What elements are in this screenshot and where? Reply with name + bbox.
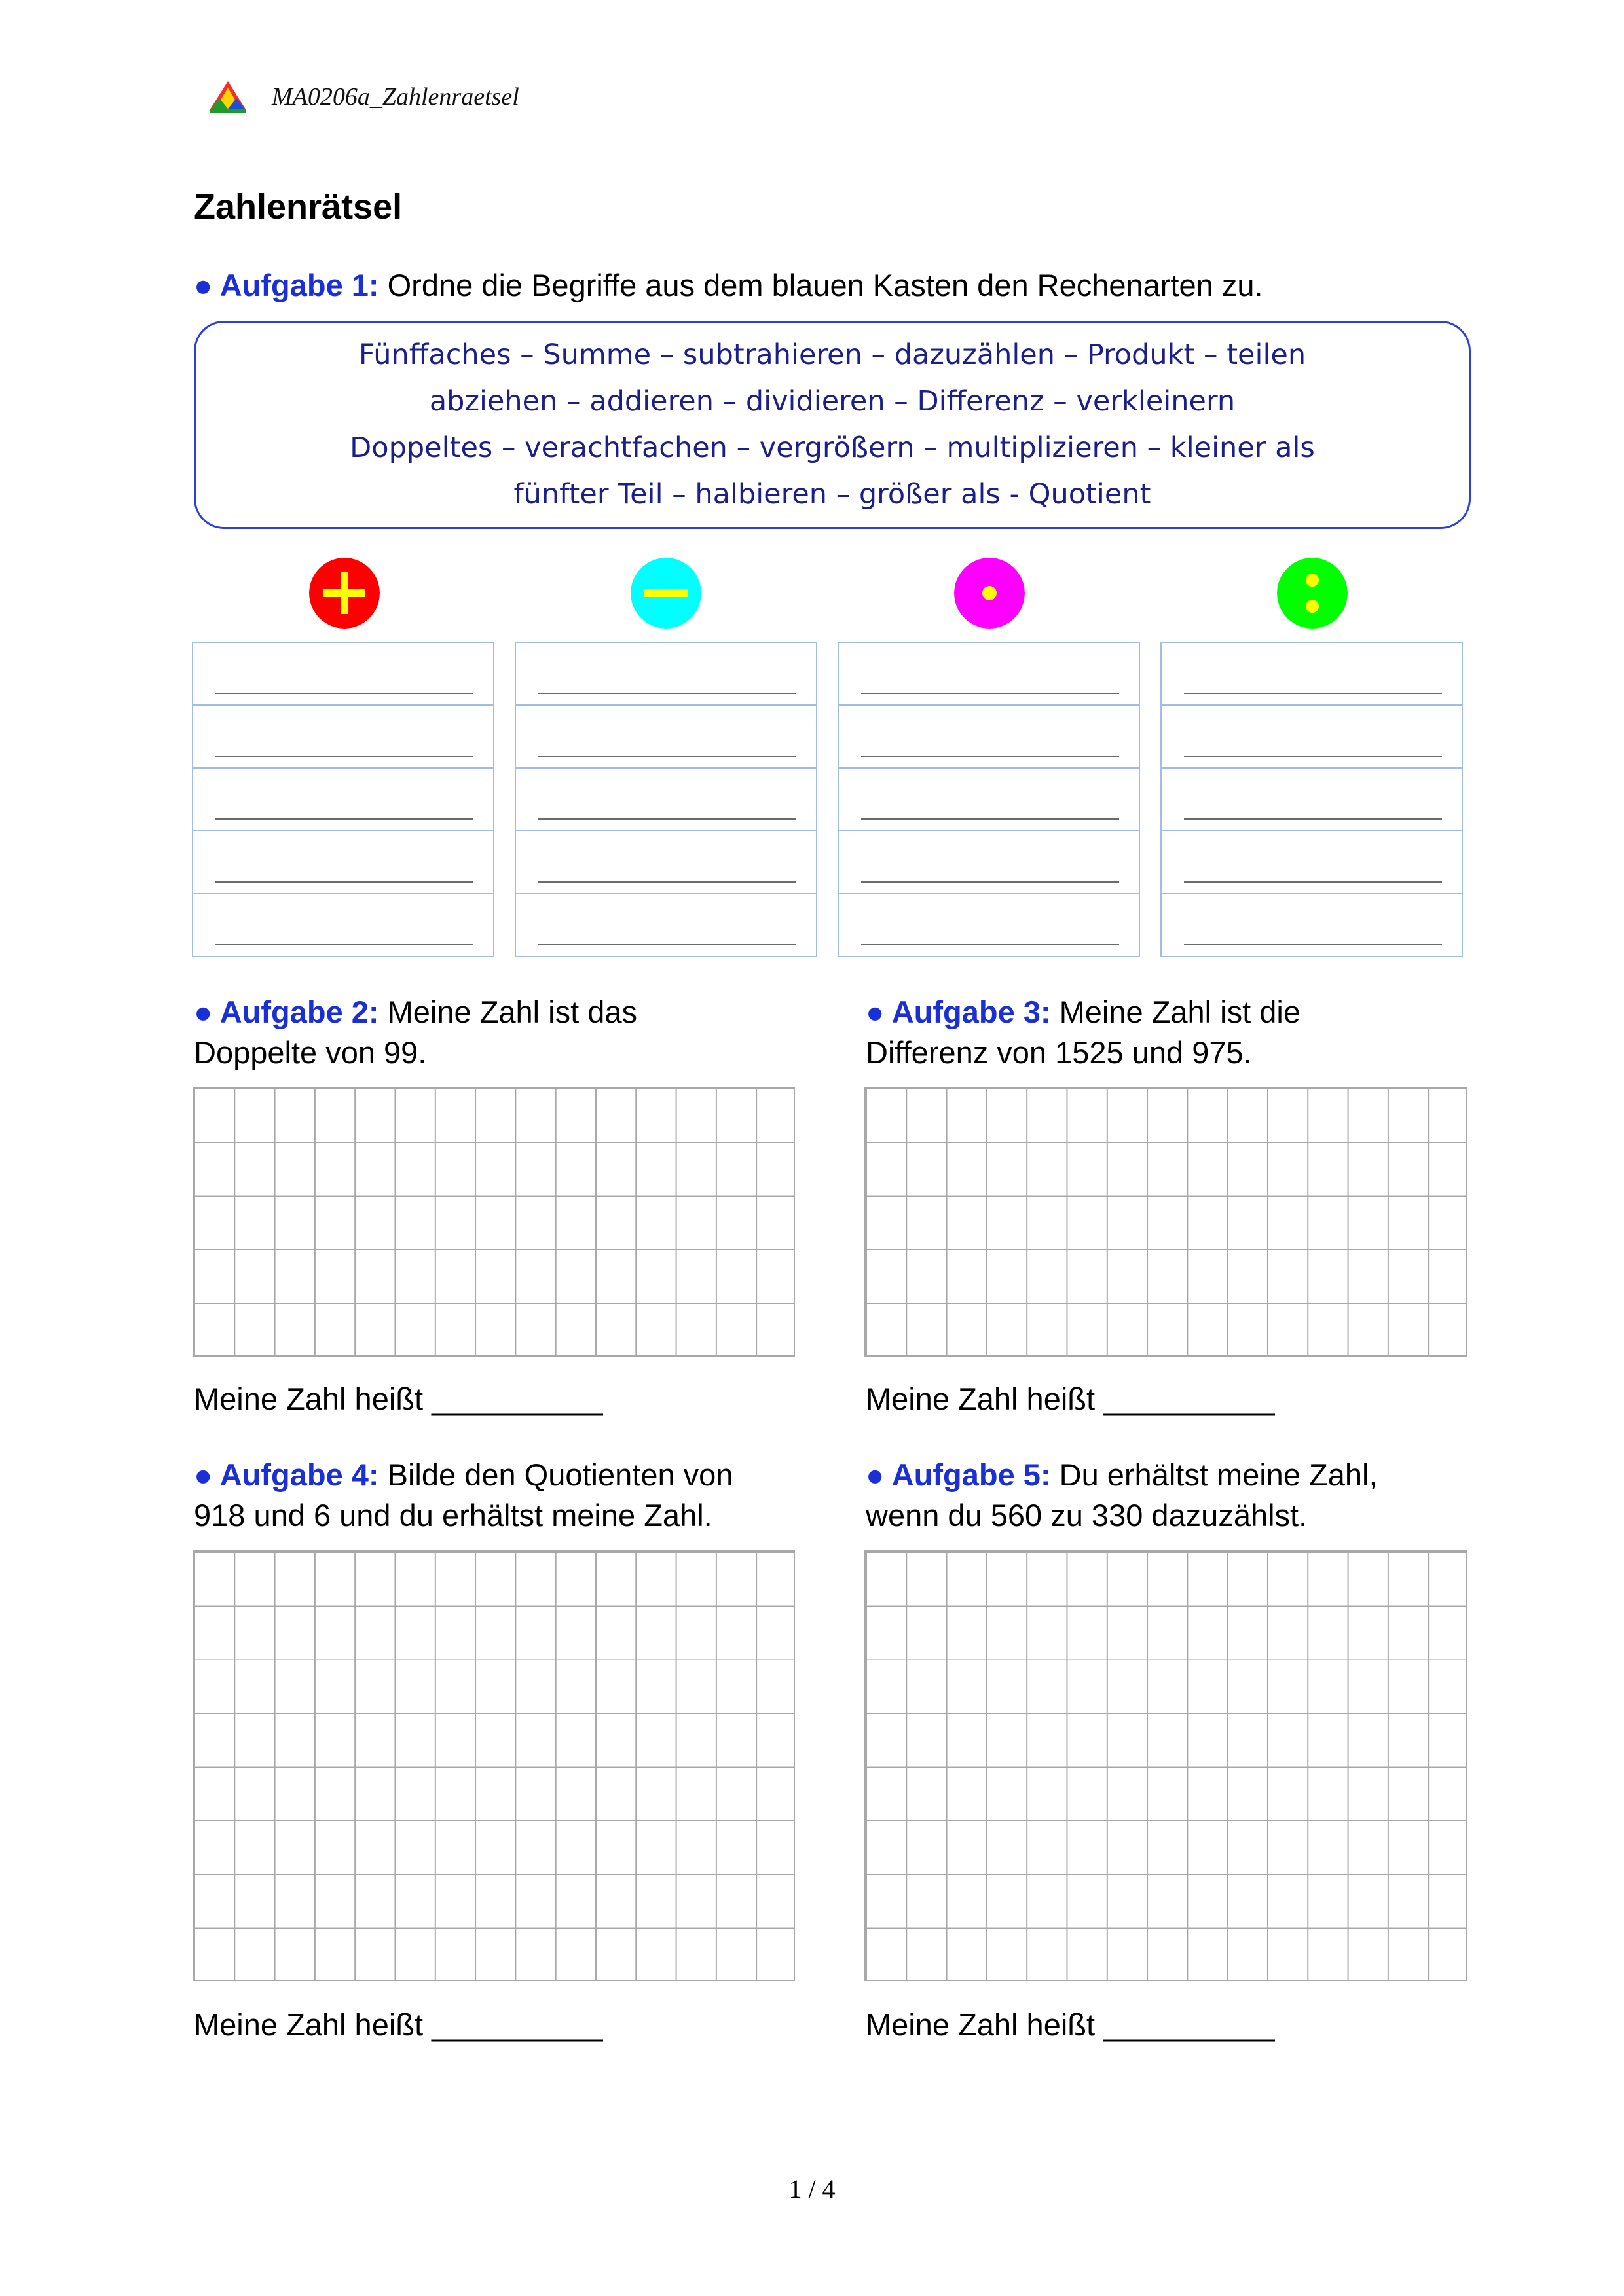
answer-field[interactable]	[192, 704, 494, 769]
task-5-text: Du erhältst meine Zahl,	[1050, 1457, 1378, 1492]
answer-field[interactable]	[838, 704, 1140, 769]
task-4-text: Bilde den Quotienten von	[378, 1457, 733, 1492]
word-line: Fünffaches – Summe – subtrahieren – dazuzählen – Produkt – teilen	[358, 338, 1306, 371]
answer-field[interactable]	[1160, 767, 1463, 831]
page-number: 1 / 4	[788, 2174, 836, 2204]
answer-field[interactable]	[192, 767, 494, 831]
answer-line-task-4[interactable]: Meine Zahl heißt __________	[194, 2007, 603, 2042]
answer-field[interactable]	[1160, 893, 1463, 957]
work-grid-task-2[interactable]	[193, 1087, 795, 1357]
work-grid-task-4[interactable]	[193, 1550, 795, 1981]
answer-line-task-5[interactable]: Meine Zahl heißt __________	[866, 2007, 1275, 2042]
answer-field[interactable]	[1160, 830, 1463, 894]
answer-field[interactable]	[838, 642, 1140, 706]
answer-field[interactable]	[838, 767, 1140, 831]
task-3-text: Meine Zahl ist die	[1050, 994, 1301, 1029]
work-grid-task-5[interactable]	[864, 1550, 1467, 1981]
answer-field[interactable]	[515, 893, 817, 957]
word-line: abziehen – addieren – dividieren – Differenz – verkleinern	[429, 385, 1236, 418]
multiply-icon	[954, 558, 1025, 629]
answer-field[interactable]	[192, 642, 494, 706]
document-id: MA0206a_Zahlenraetsel	[272, 83, 519, 111]
answer-field[interactable]	[515, 704, 817, 769]
answer-field[interactable]	[515, 830, 817, 894]
answer-field[interactable]	[838, 830, 1140, 894]
page-title: Zahlenrätsel	[194, 187, 403, 227]
answer-field[interactable]	[1160, 704, 1463, 769]
task-2-instruction	[194, 992, 637, 1073]
task-3-label: ● Aufgabe 3:	[866, 994, 1051, 1029]
answer-field[interactable]	[1160, 642, 1463, 706]
divide-answer-column	[1160, 642, 1463, 957]
task-1-instruction	[194, 265, 1263, 306]
minus-answer-column	[515, 642, 817, 957]
answer-field[interactable]	[515, 767, 817, 831]
task-5-label: ● Aufgabe 5:	[866, 1457, 1051, 1492]
plus-answer-column	[192, 642, 494, 957]
minus-icon	[631, 558, 701, 629]
answer-field[interactable]	[192, 893, 494, 957]
divide-icon	[1277, 558, 1348, 629]
page-header	[206, 77, 519, 117]
task-1-text: Ordne die Begriffe aus dem blauen Kasten den Rechenarten zu.	[378, 268, 1263, 302]
answer-line-task-2[interactable]: Meine Zahl heißt __________	[194, 1381, 603, 1416]
word-box	[194, 321, 1471, 529]
task-4-instruction	[194, 1455, 733, 1536]
answer-field[interactable]	[838, 893, 1140, 957]
word-line: fünfter Teil – halbieren – größer als - Quotient	[513, 478, 1151, 511]
task-5-text-line2: wenn du 560 zu 330 dazuzählst.	[866, 1498, 1308, 1533]
task-4-text-line2: 918 und 6 und du erhältst meine Zahl.	[194, 1498, 712, 1533]
answer-line-task-3[interactable]: Meine Zahl heißt __________	[866, 1381, 1275, 1416]
task-4-label: ● Aufgabe 4:	[194, 1457, 379, 1492]
task-5-instruction	[866, 1455, 1378, 1536]
answer-field[interactable]	[192, 830, 494, 894]
plus-icon	[309, 558, 380, 629]
logo-icon	[206, 79, 249, 115]
multiply-answer-column	[838, 642, 1140, 957]
task-3-text-line2: Differenz von 1525 und 975.	[866, 1035, 1252, 1070]
task-2-text: Meine Zahl ist das	[378, 994, 638, 1029]
task-3-instruction	[866, 992, 1301, 1073]
word-line: Doppeltes – verachtfachen – vergrößern – multiplizieren – kleiner als	[350, 431, 1315, 464]
answer-field[interactable]	[515, 642, 817, 706]
task-2-label: ● Aufgabe 2:	[194, 994, 379, 1029]
task-2-text-line2: Doppelte von 99.	[194, 1035, 427, 1070]
work-grid-task-3[interactable]	[864, 1087, 1467, 1357]
task-1-label: ● Aufgabe 1:	[194, 268, 379, 302]
